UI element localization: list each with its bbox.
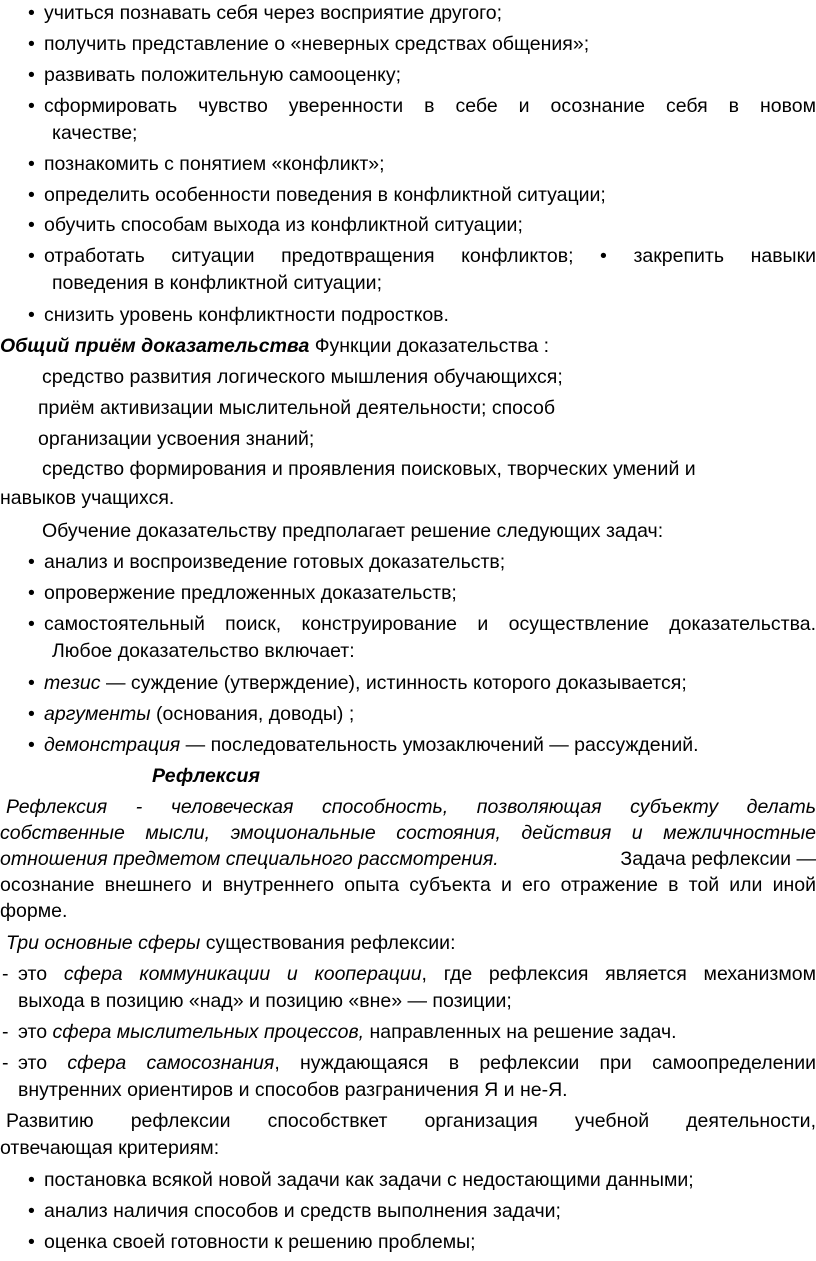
proof-task-3	[0, 611, 816, 638]
bullet: •	[28, 184, 35, 206]
goal-text: отработать ситуации предотвращения конфликтов; • закрепить навыки	[44, 245, 816, 267]
task-text: самостоятельный поиск, конструирование и осуществление доказательства.	[44, 613, 816, 635]
component-text: — последовательность умозаключений — рассуждений.	[180, 734, 699, 756]
criterion-text: анализ наличия способов и средств выполнения задачи;	[44, 1200, 561, 1222]
goal-text: развивать положительную самооценку;	[44, 64, 402, 86]
proof-task-2	[0, 580, 816, 607]
bullet: •	[28, 245, 35, 267]
reflection-development-line-1: Развитию рефлексии способствкет организация учебной деятельности,	[6, 1110, 816, 1132]
bullet: •	[28, 703, 35, 725]
goal-text: познакомить с понятием «конфликт»;	[44, 153, 385, 175]
sphere-text: это сфера самосознания, нуждающаяся в рефлексии при самоопределении	[18, 1052, 816, 1074]
bullet: •	[28, 95, 35, 117]
goal-item-5	[0, 151, 816, 178]
reflection-sphere-1	[0, 961, 816, 988]
bullet: •	[28, 1200, 35, 1222]
goal-item-3	[0, 62, 816, 89]
reflection-criterion-1	[0, 1167, 816, 1194]
proof-component-1	[0, 670, 816, 697]
reflection-sphere-3	[0, 1050, 816, 1077]
sphere-text: это сфера коммуникации и кооперации, где рефлексия является механизмом	[18, 963, 816, 985]
proof-function-2: приём активизации мыслительной деятельности; способ	[38, 397, 555, 419]
criterion-text: постановка всякой новой задачи как задачи с недостающими данными;	[44, 1169, 694, 1191]
proof-function-3: организации усвоения знаний;	[38, 428, 315, 450]
proof-function-4: средство формирования и проявления поисковых, творческих умений и	[42, 458, 696, 480]
goal-item-2	[0, 31, 816, 58]
bullet: •	[28, 304, 35, 326]
reflection-sphere-2	[0, 1019, 816, 1046]
proof-function-1: средство развития логического мышления обучающихся;	[42, 366, 563, 388]
goal-item-1	[0, 0, 816, 27]
definition-text: Задача рефлексии —	[620, 848, 816, 870]
proof-function-4-continued: навыков учащихся.	[0, 487, 175, 509]
goal-item-8	[0, 243, 816, 270]
proof-component-3	[0, 732, 816, 759]
reflection-heading: Рефлексия	[152, 765, 260, 787]
criterion-text: оценка своей готовности к решению проблемы;	[44, 1231, 476, 1253]
component-text: (основания, доводы) ;	[150, 703, 355, 725]
bullet: •	[28, 1169, 35, 1191]
goal-item-4-continued: качестве;	[52, 122, 138, 144]
component-text: — суждение (утверждение), истинность которого доказывается;	[100, 672, 687, 694]
bullet: •	[28, 551, 35, 573]
goal-item-7	[0, 212, 816, 239]
reflection-definition-line-5: форме.	[0, 900, 68, 922]
reflection-sphere-1-continued: выхода в позицию «над» и позицию «вне» — позиции;	[18, 990, 512, 1012]
bullet: •	[28, 214, 35, 236]
reflection-criterion-3	[0, 1229, 816, 1256]
task-text: анализ и воспроизведение готовых доказательств;	[44, 551, 506, 573]
component-term: тезис	[44, 672, 101, 694]
component-term: демонстрация	[44, 734, 181, 756]
proof-task-1	[0, 549, 816, 576]
proof-heading-line	[0, 333, 816, 360]
reflection-spheres-intro	[0, 930, 816, 957]
bullet: •	[28, 2, 35, 24]
proof-component-2	[0, 701, 816, 728]
bullet: •	[28, 33, 35, 55]
goal-item-8-continued: поведения в конфликтной ситуации;	[52, 272, 382, 294]
bullet: •	[28, 734, 35, 756]
reflection-criterion-2	[0, 1198, 816, 1225]
reflection-definition-line-2: собственные мысли, эмоциональные состояния, действия и межличностные	[0, 822, 816, 844]
dash-marker: -	[2, 1021, 9, 1043]
goal-item-9	[0, 302, 816, 329]
bullet: •	[28, 613, 35, 635]
task-text: опровержение предложенных доказательств;	[44, 582, 457, 604]
goal-text: определить особенности поведения в конфликтной ситуации;	[44, 184, 606, 206]
proof-task-3-continued: Любое доказательство включает:	[52, 640, 355, 662]
bullet: •	[28, 582, 35, 604]
definition-italic-text: отношения предметом специального рассмотрения.	[0, 848, 499, 870]
reflection-definition-line-1: Рефлексия - человеческая способность, позволяющая субъекту делать	[6, 796, 816, 818]
goal-text: обучить способам выхода из конфликтной ситуации;	[44, 214, 523, 236]
reflection-development-line-2: отвечающая критериям:	[0, 1137, 220, 1159]
component-term: аргументы	[44, 703, 151, 725]
goal-text: получить представление о «неверных средствах общения»;	[44, 33, 590, 55]
goal-text: снизить уровень конфликтности подростков.	[44, 304, 449, 326]
goal-item-6	[0, 182, 816, 209]
proof-tasks-intro: Обучение доказательству предполагает решение следующих задач:	[42, 520, 664, 542]
section-heading: Общий приём доказательства	[0, 335, 310, 357]
bullet: •	[28, 672, 35, 694]
reflection-definition-line-3	[0, 846, 816, 873]
goal-text: учиться познавать себя через восприятие другого;	[44, 2, 503, 24]
reflection-sphere-3-continued: внутренних ориентиров и способов разграничения Я и не-Я.	[18, 1079, 568, 1101]
bullet: •	[28, 64, 35, 86]
goal-item-4	[0, 93, 816, 120]
functions-intro: Функции доказательства :	[309, 335, 550, 357]
spheres-text: существования рефлексии:	[200, 932, 456, 954]
dash-marker: -	[2, 963, 9, 985]
bullet: •	[28, 1231, 35, 1253]
reflection-definition-line-4: осознание внешнего и внутреннего опыта субъекта и его отражение в той или иной	[0, 874, 816, 896]
dash-marker: -	[2, 1052, 9, 1074]
spheres-italic-text: Три основные сферы	[6, 932, 201, 954]
bullet: •	[28, 153, 35, 175]
goal-text: сформировать чувство уверенности в себе и осознание себя в новом	[44, 95, 816, 117]
sphere-text: это сфера мыслительных процессов, направленных на решение задач.	[18, 1021, 677, 1043]
